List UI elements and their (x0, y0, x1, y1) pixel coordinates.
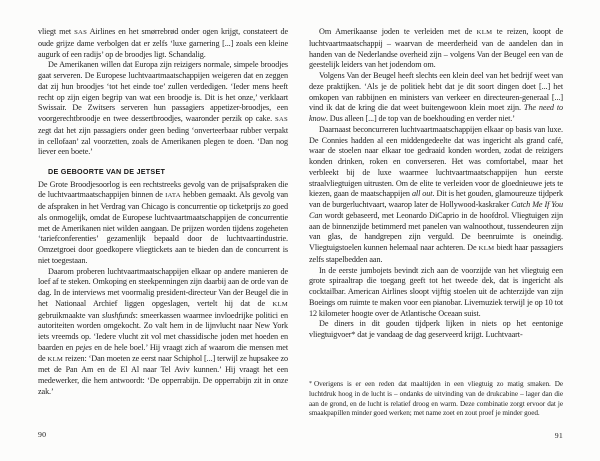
text-run: gebruikmaakte van (38, 310, 103, 320)
smallcaps-run: KLM (478, 245, 495, 252)
paragraph (309, 27, 563, 71)
text-run: vliegt met (38, 27, 75, 36)
paragraph (309, 125, 563, 266)
smallcaps-run: KLM (47, 355, 64, 363)
text-run: Airlines en het smørrebrød onder ogen krijgt, constateert de oude grijze dame verbolgen dat er zelfs ‘luxe garnering [...] zoals een kleine augurk of een radijs’ op de broodjes ligt. Schandalig. (38, 27, 288, 59)
text-run: : smeerkassen waarmee invloedrijke politici en autoriteiten worden omgekocht. Zo valt hem in de lijnvlucht naar New York iets vreemds op. ‘Iedere vlucht zit vol met chassidische joden met hoeden en baarden en (38, 310, 289, 352)
text-run: Daarom proberen luchtvaartmaatschappijen elkaar op andere manieren de loef af te steken. Omkoping en steekpenningen zijn daarbij aan de orde van de dag. In de interviews met voormalig president-directeur Van der Beugel die in het Nationaal Archief liggen opgeslagen, vertelt hij dat de (38, 266, 288, 308)
page-right-footnote (309, 380, 563, 419)
paragraph (38, 27, 288, 60)
paragraph (38, 180, 288, 267)
paragraph (309, 319, 563, 341)
paragraph (309, 266, 563, 320)
italic-run: Catch Me If You Can (309, 200, 563, 220)
text-run: Daarnaast beconcurreren luchtvaartmaatschappijen elkaar op basis van luxe. De Connies hadden al een middengedeelte dat was ingericht als grand café, waar de stoelen naar elkaar toe gedraaid konden worden, zodat de reizigers konden drinken, roken en converseren. Het was comfortabel, maar het verbleekt bij de luxe waarmee luchtvaartmaatschappijen hun eerste straalvliegtuigen uitrusten. Om de elite te verleiden voor de gloednieuwe jets te kiezen, gaan de maatschappijen (309, 124, 563, 199)
page-right-content (309, 27, 563, 341)
paragraph (309, 71, 563, 125)
smallcaps-run: SAS (74, 29, 88, 36)
text-run: . Dit is het gouden, glamoureuze tijdperk van de burgerluchtvaart, waarop later de Hollywood-kaskraker (309, 189, 564, 209)
footnote-marker: * (309, 380, 312, 387)
text-run: In de eerste jumbojets bevindt zich aan de voorzijde van het vliegtuig een grote spiraaltrap die toegang geeft tot het tweede dek, dat is ingericht als cocktailbar. American Airlines sloopt vijftig stoelen uit de achterzijde van zijn Boeings om ruimte te maken voor een pianobar. Livemuziek terwijl je op 10 tot 12 kilometer hoogte over de Atlantische Oceaan suist. (309, 265, 563, 318)
text-run: wordt gebaseerd, met Leonardo DiCaprio in de hoofdrol. Vliegtuigen zijn aan de binnenzijde betimmerd met panelen van walnoothout, tussendeuren zijn van glas, de handgrepen zijn verguld. De beenruimte is oneindig. Vliegtuigstoelen kunnen helemaal naar achteren. De (309, 210, 563, 252)
italic-run: slushfunds (102, 310, 136, 320)
page-number-left: 90 (38, 430, 47, 439)
text-run: en de hele boel.’ Hij vraagt zich af waarom die mensen met de (38, 342, 289, 363)
text-run: . Dus alleen [...] de top van de boekhouding en verder niet.’ (325, 114, 515, 123)
text-run: Volgens Van der Beugel heeft slechts een klein deel van het bedrijf weet van deze praktijken. ‘Als je de politiek hebt dat je dit soort dingen doet [...] het omkopen van rabbijnen en ministers van verkeer en directeuren-generaal [...] vind ik dat de kring die dat weet buitengewoon klein moet zijn. (309, 71, 563, 113)
section-heading: DE GEBOORTE VAN DE JETSET (48, 167, 166, 176)
text-run: reizen: ‘Dan moeten ze eerst naar Schiphol [...] terwijl ze hupsakee zo met de Pan Am en de El Al naar Tel Aviv kunnen.’ Hij vraagt het een medewerker, die hem antwoordt: ‘De opperrabijn. De opperrabijn zit in onze zak.’ (38, 353, 288, 396)
text-run: Om Amerikaanse joden te verleiden met de (319, 27, 477, 36)
text-run: biedt haar passagiers zelfs stapelbedden aan. (309, 243, 563, 264)
text-run: De Grote Broodjesoorlog is een rechtstreeks gevolg van de prijsafspraken die de luchtvaartmaatschappijen binnen de (38, 179, 288, 200)
smallcaps-run: SAS (274, 116, 288, 123)
text-run: De Amerikanen willen dat Europa zijn reizigers normale, simpele broodjes gaat serveren. De Europese luchtvaartmaatschappijen weigeren dat en zeggen dat zij hun broodjes ‘tot het einde toe’ zullen verdedigen. ‘Ieder mens heeft recht op zijn eigen begrip van wat een broodje is. Dit is het onze,’ verklaart Swissair. De Zwitsers serveren hun passagiers appetizer-broodjes, een voorgerechtbroodje en twee dessertbroodjes, waaronder perzik op cake. (38, 60, 288, 123)
italic-run: The need to know (309, 103, 563, 123)
text-run: hebben gemaakt. Als gevolg van de afspraken in het Verdrag van Chicago is concurrentie op ticketprijs zo goed als onmogelijk, omdat de Europese luchtvaartmaatschappijen de concurrentie met de Amerikanen niet wilden aangaan. De prijzen worden tijdens zogeheten ‘tariefconferenties’ gezamenlijk bepaald door de luchtvaartindustrie. Omzetgroei door goedkopere vliegtickets aan te bieden dan de concurrent is niet toegestaan. (38, 190, 288, 265)
page-left-content (38, 27, 288, 398)
italic-run: pejes (75, 342, 92, 352)
paragraph (38, 267, 288, 398)
text-run: Overigens is er een reden dat maaltijden in een vliegtuig zo matig smaken. De luchtdruk hoog in de lucht is – ondanks de uitvinding van de drukcabine – lager dan die aan de grond, en de lucht is relatief droog en warm. Deze combinatie zorgt ervoor dat je smaakpapillen minder goed werken; met name zoet en zout proef je minder goed. (309, 380, 563, 418)
paragraph (38, 60, 288, 158)
text-run: De diners in dit gouden tijdperk lijken in niets op het eentonige vliegtuigvoer* dat je vandaag de dag geserveerd krijgt. Luchtvaart- (309, 319, 563, 339)
text-run: zegt dat het zijn passagiers onder geen beding ‘onverteerbaar rubber verpakt in cellofaan’ zal voorzetten, zoals de Amerikanen plegen te doen. ‘Dan nog liever een boete.’ (38, 125, 288, 157)
smallcaps-run: KLM (272, 300, 288, 308)
page-number-right: 91 (554, 431, 563, 440)
smallcaps-run: IATA (165, 192, 181, 200)
smallcaps-run: KLM (476, 29, 493, 36)
text-run: te reizen, koopt de luchtvaartmaatschappij – waarvan de meerderheid van de aandelen dan in handen van de Nederlandse overheid zijn – volgens Van der Beugel een van de geestelijk leiders van het jodendom om. (309, 27, 563, 70)
italic-run: all out (411, 189, 433, 199)
